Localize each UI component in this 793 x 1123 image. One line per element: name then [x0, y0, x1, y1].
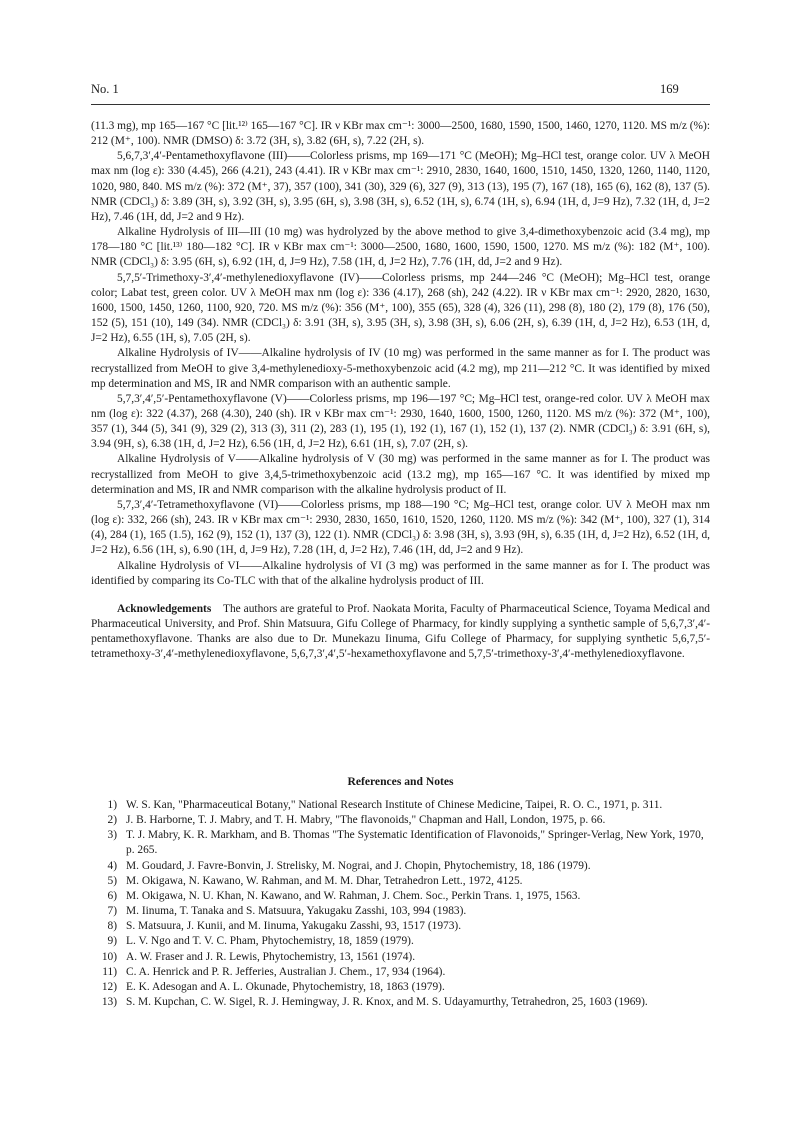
reference-item [91, 965, 710, 980]
reference-text: T. J. Mabry, K. R. Markham, and B. Thomas "The Systematic Identification of Flavonoids," Springer-Verlag, New York, 1970, p. 265. [126, 829, 704, 857]
reference-item [91, 798, 710, 813]
acknowledgements [91, 602, 710, 663]
acknowledgements-text: The authors are grateful to Prof. Naokata Morita, Faculty of Pharmaceutical Science, Toyama Medical and Pharmaceutical University, and Prof. Shin Matsuura, Gifu College of Pharmacy, for kindly supplying a synthetic sample of 5,6,7,3′,4′-pentamethoxyflavone. Thanks are also due to Dr. Munekazu Iinuma, Gifu College of Pharmacy, for supplying synthetic 5,6,7,5′-tetramethoxy-3′,4′-methylenedioxyflavone, 5,6,7,3′,4′,5′-hexamethoxyflavone and 5,7,5′-trimethoxy-3′,4′-methylenedioxyflavone. [91, 602, 710, 661]
paragraph-compound-v: 5,7,3′,4′,5′-Pentamethoxyflavone (V)——Colorless prisms, mp 196—197 °C; Mg–HCl test, orange-red color. UV λ MeOH max nm (log ε): 322 (4.37), 268 (4.30), 240 (sh). IR ν KBr max cm⁻¹: 2930, 1640, 1600, 1500, 1260, 1120. MS m/z (%): 372 (M⁺, 100), 357 (1), 344 (5), 341 (9), 329 (2), 313 (3), 311 (2), 283 (1), 195 (1), 192 (1), 167 (1), 152 (1), 137 (2). NMR (CDCl₃) δ: 3.91 (6H, s), 3.94 (9H, s), 6.38 (1H, d, J=2 Hz), 6.56 (1H, d, J=2 Hz), 6.61 (1H, s), 7.07 (2H, s). [91, 392, 710, 451]
paragraph-compound-iii: 5,6,7,3′,4′-Pentamethoxyflavone (III)——Colorless prisms, mp 169—171 °C (MeOH); Mg–HCl test, orange color. UV λ MeOH max nm (log ε): 330 (4.45), 266 (4.21), 243 (4.41). IR ν KBr max cm⁻¹: 2910, 2830, 1640, 1600, 1510, 1450, 1320, 1260, 1140, 1120, 1020, 980, 840. MS m/z (%): 372 (M⁺, 37), 357 (100), 341 (30), 329 (6), 327 (9), 313 (13), 195 (7), 167 (18), 165 (6), 162 (8), 137 (5). NMR (CDCl₃) δ: 3.89 (3H, s), 3.92 (3H, s), 3.95 (6H, s), 3.98 (3H, s), 6.52 (1H, s), 6.74 (1H, s), 6.94 (1H, d, J=9 Hz), 7.32 (1H, d, J=2 Hz), 7.46 (1H, dd, J=2 and 9 Hz). [91, 150, 710, 223]
reference-text: J. B. Harborne, T. J. Mabry, and T. H. Mabry, "The flavonoids," Chapman and Hall, London, 1975, p. 66. [126, 814, 606, 827]
paragraph-hydrolysis-iv: Alkaline Hydrolysis of IV——Alkaline hydrolysis of IV (10 mg) was performed in the same manner as for I. The product was recrystallized from MeOH to give 3,4-methylenedioxy-5-methoxybenzoic acid (4.2 mg), mp 211—212 °C. It was identified by mixed mp determination and MS, IR and NMR comparison with an authentic sample. [91, 347, 710, 390]
reference-item [91, 919, 710, 934]
paragraph-compound-vi: 5,7,3′,4′-Tetramethoxyflavone (VI)——Colorless prisms, mp 188—190 °C; Mg–HCl test, orange color. UV λ MeOH max nm (log ε): 332, 266 (sh), 243. IR ν KBr max cm⁻¹: 2930, 2830, 1650, 1610, 1520, 1260, 1120. MS m/z (%): 342 (M⁺, 100), 327 (1), 314 (4), 284 (1), 165 (1.5), 162 (9), 152 (1), 137 (3), 122 (1). NMR (CDCl₃) δ: 3.98 (3H, s), 3.93 (9H, s), 6.35 (1H, d, J=2 Hz), 6.52 (1H, d, J=2 Hz), 6.56 (1H, s), 6.90 (1H, d, J=9 Hz), 7.28 (1H, d, J=2 Hz), 7.46 (1H, dd, J=2 and 9 Hz). [91, 498, 710, 557]
paragraph-hydrolysis-v: Alkaline Hydrolysis of V——Alkaline hydrolysis of V (30 mg) was performed in the same manner as for I. The product was recrystallized from MeOH to give 3,4,5-trimethoxybenzoic acid (13.2 mg), mp 165—167 °C. It was identified by mixed mp determination and MS, IR and NMR comparison with the alkaline hydrolysis product of II. [91, 453, 710, 496]
reference-number: 4) [107, 859, 117, 872]
paragraph-hydrolysis-iii: Alkaline Hydrolysis of III—III (10 mg) was hydrolyzed by the above method to give 3,4-dimethoxybenzoic acid (3.4 mg), mp 178—180 °C [lit.¹³⁾ 180—182 °C]. IR ν KBr max cm⁻¹: 3000—2500, 1680, 1600, 1590, 1500, 1270. MS m/z (%): 182 (M⁺, 100). NMR (CDCl₃) δ: 3.95 (6H, s), 6.92 (1H, d, J=9 Hz), 7.58 (1H, d, J=2 Hz), 7.76 (1H, dd, J=2 and 9 Hz). [91, 226, 710, 269]
reference-text: E. K. Adesogan and A. L. Okunade, Phytochemistry, 18, 1863 (1979). [126, 980, 445, 993]
reference-text: S. Matsuura, J. Kunii, and M. Iinuma, Yakugaku Zasshi, 93, 1517 (1973). [126, 920, 462, 933]
reference-number: 6) [107, 889, 117, 902]
reference-number: 3) [107, 829, 117, 842]
reference-text: M. Iinuma, T. Tanaka and S. Matsuura, Yakugaku Zasshi, 103, 994 (1983). [126, 905, 467, 918]
reference-item [91, 995, 710, 1010]
reference-item [91, 980, 710, 995]
paragraph-continuation: (11.3 mg), mp 165—167 °C [lit.¹²⁾ 165—167 °C]. IR ν KBr max cm⁻¹: 3000—2500, 1680, 1590, 1500, 1460, 1270, 1120. MS m/z (%): 212 (M⁺, 100). NMR (DMSO) δ: 3.72 (3H, s), 3.82 (6H, s), 7.22 (2H, s). [91, 120, 710, 148]
reference-number: 2) [107, 814, 117, 827]
reference-number: 1) [107, 799, 117, 811]
reference-item [91, 904, 710, 919]
reference-number: 9) [107, 935, 117, 948]
journal-issue: No. 1 [91, 82, 119, 96]
reference-item [91, 889, 710, 904]
reference-text: M. Okigawa, N. U. Khan, N. Kawano, and W. Rahman, J. Chem. Soc., Perkin Trans. 1, 1975, 1563. [126, 889, 581, 902]
reference-text: C. A. Henrick and P. R. Jefferies, Australian J. Chem., 17, 934 (1964). [126, 965, 446, 978]
page-number: 169 [660, 82, 679, 96]
paragraph-compound-iv: 5,7,5′-Trimethoxy-3′,4′-methylenedioxyflavone (IV)——Colorless prisms, mp 244—246 °C (MeOH); Mg–HCl test, orange color; Labat test, green color. UV λ MeOH max nm (log ε): 336 (4.17), 268 (sh), 242 (4.22). IR ν KBr max cm⁻¹: 2920, 2820, 1630, 1600, 1500, 1450, 1260, 1100, 920, 720. MS m/z (%): 356 (M⁺, 100), 355 (65), 328 (4), 326 (11), 298 (8), 180 (2), 179 (8), 176 (50), 152 (5), 151 (10), 149 (34). NMR (CDCl₃) δ: 3.91 (3H, s), 3.95 (3H, s), 3.98 (3H, s), 6.06 (2H, s), 6.39 (1H, d, J=2 Hz), 6.53 (1H, d, J=2 Hz), 6.55 (1H, s), 7.05 (2H, s). [91, 271, 710, 345]
reference-text: A. W. Fraser and J. R. Lewis, Phytochemistry, 13, 1561 (1974). [126, 950, 416, 963]
reference-item [91, 813, 710, 828]
reference-text: S. M. Kupchan, C. W. Sigel, R. J. Hemingway, J. R. Knox, and M. S. Udayamurthy, Tetrahedron, 25, 1603 (1969). [126, 996, 648, 1009]
reference-item [91, 934, 710, 949]
reference-text: M. Goudard, J. Favre-Bonvin, J. Strelisky, M. Nograi, and J. Chopin, Phytochemistry, 18, 186 (1979). [126, 859, 591, 872]
reference-number: 10) [101, 950, 117, 963]
experimental-body [91, 119, 710, 662]
reference-item [91, 874, 710, 889]
header-rule [91, 104, 710, 105]
references-list [91, 798, 710, 1010]
paragraph-hydrolysis-vi: Alkaline Hydrolysis of VI——Alkaline hydrolysis of VI (3 mg) was performed in the same manner as for I. The product was identified by comparing its Co-TLC with that of the alkaline hydrolysis product of III. [91, 559, 710, 587]
reference-item [91, 950, 710, 965]
reference-number: 7) [107, 905, 117, 918]
acknowledgements-heading: Acknowledgements [117, 602, 212, 615]
reference-number: 12) [101, 980, 117, 993]
reference-text: W. S. Kan, "Pharmaceutical Botany," National Research Institute of Chinese Medicine, Taipei, R. O. C., 1971, p. 311. [126, 799, 663, 811]
reference-text: M. Okigawa, N. Kawano, W. Rahman, and M. M. Dhar, Tetrahedron Lett., 1972, 4125. [126, 874, 523, 887]
reference-item [91, 859, 710, 874]
reference-number: 8) [107, 920, 117, 933]
reference-number: 5) [107, 874, 117, 887]
references-heading: References and Notes [347, 775, 454, 788]
reference-item [91, 828, 710, 858]
reference-number: 13) [101, 996, 117, 1009]
reference-text: L. V. Ngo and T. V. C. Pham, Phytochemistry, 18, 1859 (1979). [126, 935, 414, 948]
reference-number: 11) [102, 965, 117, 978]
